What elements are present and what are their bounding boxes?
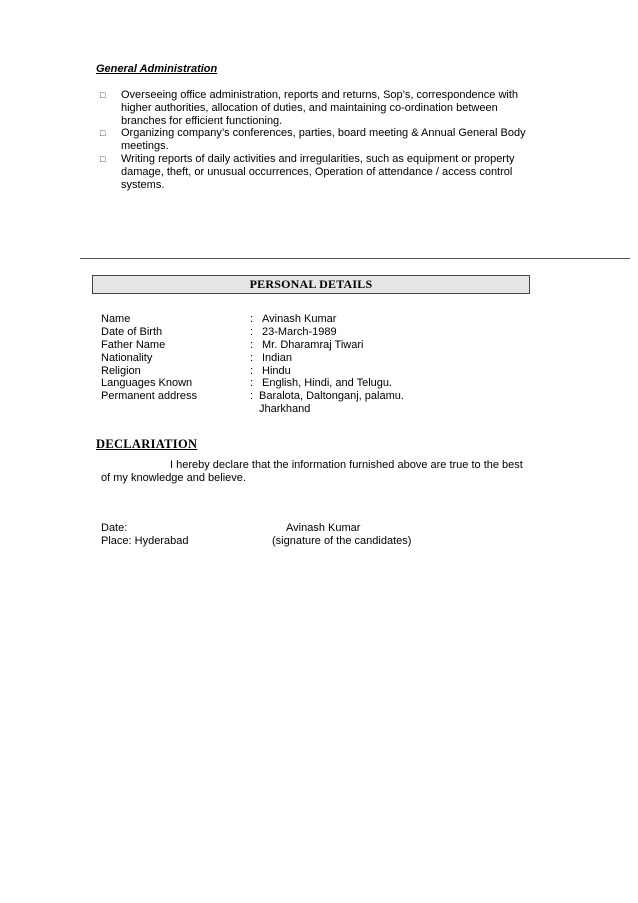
row-label: Name (101, 313, 131, 325)
square-bullet-icon: □ (100, 153, 106, 164)
row-value: Indian (262, 351, 292, 364)
row-colon: : (250, 338, 254, 351)
row-colon: : (250, 390, 254, 403)
bullet-line: damage, theft, or unusual occurrences, Operation of attendance / access control (121, 165, 513, 178)
row-label: Languages Known (101, 377, 193, 390)
row-value-continuation: Jharkhand (259, 403, 311, 416)
bullet-line: meetings. (121, 140, 169, 153)
horizontal-divider (80, 258, 630, 259)
declaration-text-line: I hereby declare that the information furnished above are true to the best (170, 459, 523, 471)
personal-details-heading: PERSONAL DETAILS (92, 275, 530, 294)
row-label: Religion (101, 364, 141, 377)
row-value: Baralota, Daltonganj, palamu. (259, 390, 404, 403)
declaration-text-line: of my knowledge and believe. (101, 472, 246, 484)
signature-name: Avinash Kumar (286, 522, 361, 534)
bullet-line: Writing reports of daily activities and irregularities, such as equipment or property (121, 152, 515, 165)
row-colon: : (250, 364, 254, 377)
row-colon: : (250, 377, 254, 390)
bullet-line: systems. (121, 178, 165, 191)
date-label: Date: (101, 522, 128, 534)
declaration-heading: DECLARIATION (96, 437, 198, 451)
square-bullet-icon: □ (100, 128, 106, 139)
bullet-line: Overseeing office administration, reports and returns, Sop’s, correspondence with (121, 89, 519, 101)
place-label: Place: Hyderabad (101, 535, 189, 547)
bullet-line: higher authorities, allocation of duties, and maintaining co-ordination between (121, 101, 498, 114)
list-item (100, 89, 526, 127)
bullet-line: Organizing company’s conferences, parties, board meeting & Annual General Body (121, 127, 526, 140)
square-bullet-icon: □ (100, 90, 106, 100)
bullet-line: branches for efficient functioning. (121, 114, 283, 127)
row-label: Permanent address (101, 390, 197, 403)
general-administration-heading: General Administration (96, 63, 218, 75)
list-item (100, 153, 526, 191)
list-item (100, 127, 526, 153)
row-value: English, Hindi, and Telugu. (262, 377, 393, 390)
row-colon: : (250, 313, 254, 325)
row-value: Avinash Kumar (262, 313, 337, 325)
row-colon: : (250, 325, 254, 338)
row-value: Mr. Dharamraj Tiwari (262, 338, 364, 351)
row-label: Nationality (101, 351, 153, 364)
general-administration-list (100, 89, 526, 191)
row-value: Hindu (262, 364, 291, 377)
row-colon: : (250, 351, 254, 364)
row-value: 23-March-1989 (262, 325, 337, 338)
row-label: Father Name (101, 338, 166, 351)
signature-caption: (signature of the candidates) (272, 535, 412, 547)
row-label: Date of Birth (101, 325, 163, 338)
